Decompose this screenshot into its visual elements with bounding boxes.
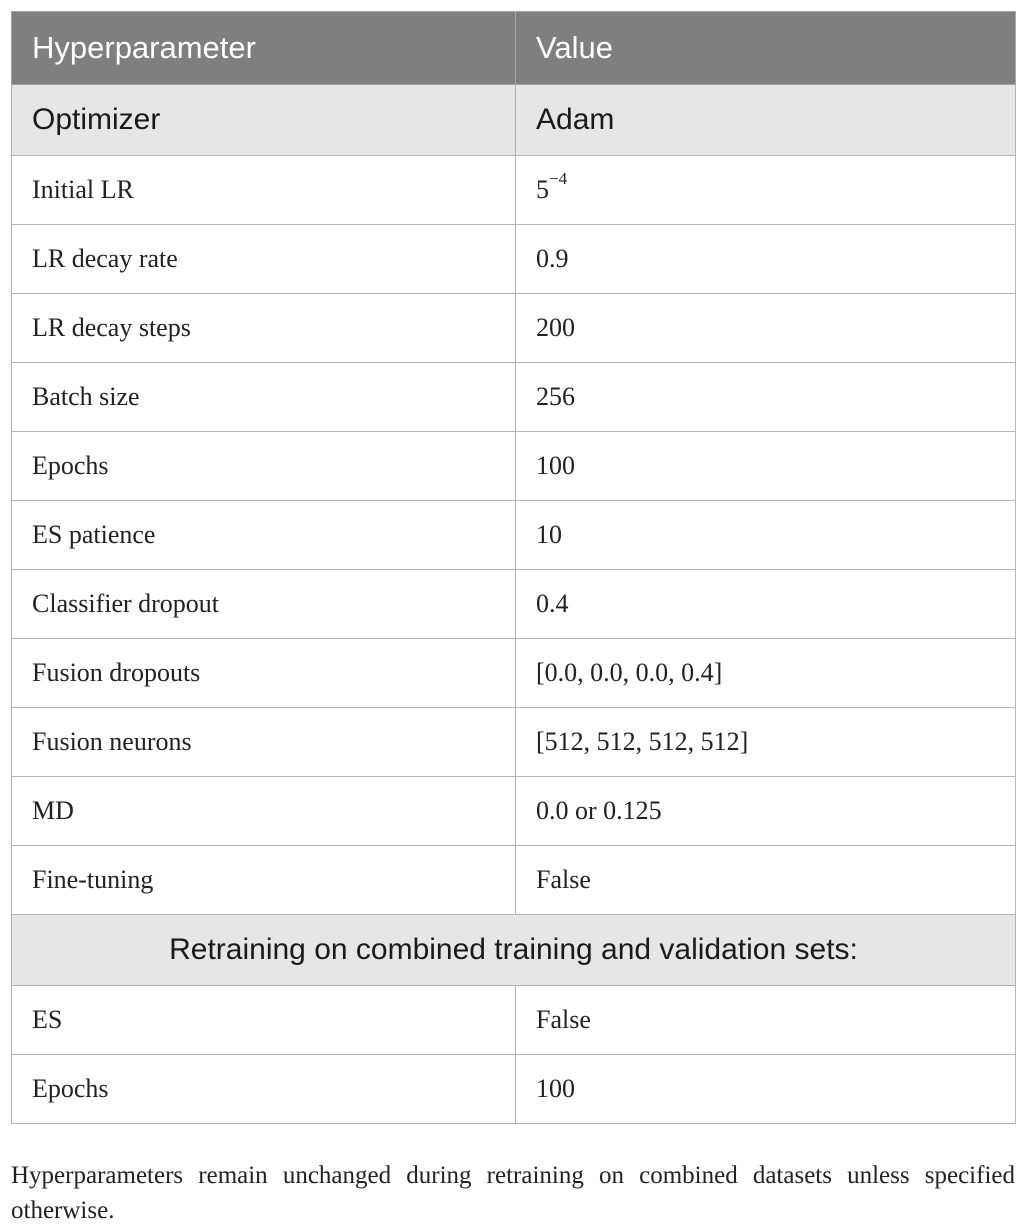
table-row bbox=[12, 708, 1016, 777]
row-value: [0.0, 0.0, 0.0, 0.4] bbox=[516, 639, 1016, 708]
table-row-initial-lr bbox=[12, 156, 1016, 225]
table-row bbox=[12, 639, 1016, 708]
row-value: 10 bbox=[516, 501, 1016, 570]
row-name: Fusion dropouts bbox=[12, 639, 516, 708]
table-row bbox=[12, 432, 1016, 501]
row-value: 0.9 bbox=[516, 225, 1016, 294]
table-row bbox=[12, 225, 1016, 294]
hyperparameter-table-container bbox=[11, 11, 1015, 1124]
row-name: LR decay rate bbox=[12, 225, 516, 294]
row-name: Fusion neurons bbox=[12, 708, 516, 777]
table-row bbox=[12, 846, 1016, 915]
row-value: False bbox=[516, 986, 1016, 1055]
header-hyperparameter: Hyperparameter bbox=[12, 12, 516, 85]
row-value: 100 bbox=[516, 432, 1016, 501]
hyperparameter-table bbox=[11, 11, 1016, 1124]
row-name: LR decay steps bbox=[12, 294, 516, 363]
table-row bbox=[12, 363, 1016, 432]
row-name: ES patience bbox=[12, 501, 516, 570]
row-name: Batch size bbox=[12, 363, 516, 432]
table-row-optimizer bbox=[12, 85, 1016, 156]
row-value: 0.0 or 0.125 bbox=[516, 777, 1016, 846]
row-value: 100 bbox=[516, 1055, 1016, 1124]
row-value: 0.4 bbox=[516, 570, 1016, 639]
lr-exponent: −4 bbox=[549, 169, 568, 189]
row-name: Fine-tuning bbox=[12, 846, 516, 915]
row-name: Epochs bbox=[12, 1055, 516, 1124]
table-row bbox=[12, 986, 1016, 1055]
row-value bbox=[516, 156, 1016, 225]
table-header bbox=[12, 12, 1016, 85]
table-body bbox=[12, 85, 1016, 1124]
table-footnote: Hyperparameters remain unchanged during retraining on combined datasets unless specified otherwise. bbox=[11, 1162, 1015, 1224]
row-value: Adam bbox=[516, 85, 1016, 156]
section-heading-row bbox=[12, 915, 1016, 986]
row-value: 200 bbox=[516, 294, 1016, 363]
table-row bbox=[12, 570, 1016, 639]
table-row bbox=[12, 1055, 1016, 1124]
row-value: False bbox=[516, 846, 1016, 915]
row-value: [512, 512, 512, 512] bbox=[516, 708, 1016, 777]
table-row bbox=[12, 777, 1016, 846]
row-name: Classifier dropout bbox=[12, 570, 516, 639]
lr-base: 5 bbox=[536, 175, 549, 204]
header-row bbox=[12, 12, 1016, 85]
row-value: 256 bbox=[516, 363, 1016, 432]
table-row bbox=[12, 501, 1016, 570]
section-heading: Retraining on combined training and validation sets: bbox=[12, 915, 1016, 986]
row-name: Optimizer bbox=[12, 85, 516, 156]
row-name: ES bbox=[12, 986, 516, 1055]
row-name: Epochs bbox=[12, 432, 516, 501]
table-row bbox=[12, 294, 1016, 363]
row-name: Initial LR bbox=[12, 156, 516, 225]
header-value: Value bbox=[516, 12, 1016, 85]
row-name: MD bbox=[12, 777, 516, 846]
